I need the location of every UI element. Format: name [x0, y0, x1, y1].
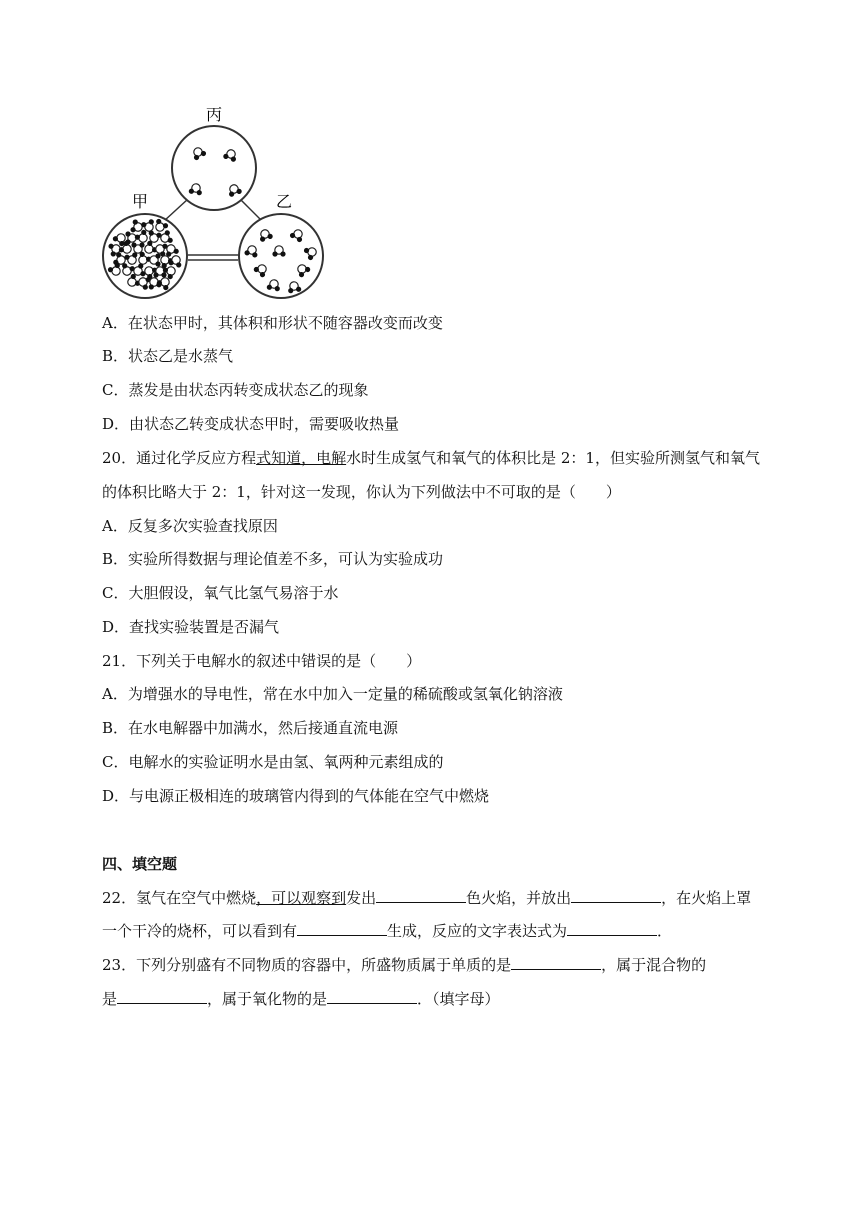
q23-text: ．（填字母） [417, 990, 500, 1008]
q22-line1 [102, 888, 751, 908]
q23-line1 [102, 955, 706, 975]
q23-text: ，属于混合物的 [601, 956, 707, 974]
q20-stem-underlined: 式知道，电解 [256, 449, 347, 467]
q22-text: 一个干冷的烧杯，可以看到有 [102, 922, 298, 940]
fill-blank[interactable] [511, 955, 601, 970]
fill-blank[interactable] [571, 888, 661, 903]
q19-option-a: A．在状态甲时，其体积和形状不随容器改变而改变 [102, 314, 443, 332]
q19-option-b: B．状态乙是水蒸气 [102, 347, 234, 365]
q22-text: 色火焰，并放出 [466, 889, 572, 907]
q23-text: ，属于氧化物的是 [207, 990, 328, 1008]
section-heading: 四、填空题 [102, 855, 178, 873]
state-bing-circle [172, 126, 256, 210]
q19-option-d: D．由状态乙转变成状态甲时，需要吸收热量 [102, 415, 400, 433]
q22-text: ，在火焰上罩 [661, 889, 752, 907]
q19-option-c: C．蒸发是由状态丙转变成状态乙的现象 [102, 381, 369, 399]
q20-option-d: D．查找实验装置是否漏气 [102, 618, 280, 636]
q20-option-a: A．反复多次实验查找原因 [102, 517, 278, 535]
q23-text: 23．下列分别盛有不同物质的容器中，所盛物质属于单质的是 [102, 956, 512, 974]
q20-option-b: B．实验所得数据与理论值差不多，可认为实验成功 [102, 550, 444, 568]
q21-option-c: C．电解水的实验证明水是由氢、氧两种元素组成的 [102, 753, 444, 771]
connector-line [164, 199, 188, 221]
q22-text: 生成，反应的文字表达式为 [387, 922, 568, 940]
q22-text: ． [657, 922, 673, 940]
fill-blank[interactable] [297, 921, 387, 936]
fill-blank[interactable] [376, 888, 466, 903]
q22-line2 [102, 921, 672, 941]
connector-line [240, 199, 262, 221]
q20-stem-part: 水时生成氢气和氧气的体积比是 2：1，但实验所测氢气和氧气 [346, 449, 760, 467]
fill-blank[interactable] [117, 989, 207, 1004]
fill-blank[interactable] [567, 921, 657, 936]
q23-line2 [102, 989, 500, 1009]
q21-option-b: B．在水电解器中加满水，然后接通直流电源 [102, 719, 399, 737]
q20-stem-line1 [102, 448, 760, 468]
label-bing: 丙 [206, 105, 223, 124]
label-yi: 乙 [276, 192, 293, 211]
q20-stem-part: 20．通过化学反应方程 [102, 449, 257, 467]
label-jia: 甲 [132, 192, 149, 211]
q21-stem: 21．下列关于电解水的叙述中错误的是（ ） [102, 652, 422, 670]
q20-stem-line2: 的体积比略大于 2：1，针对这一发现，你认为下列做法中不可取的是（ ） [102, 483, 621, 501]
q20-option-c: C．大胆假设，氧气比氢气易溶于水 [102, 584, 339, 602]
q22-text: 发出 [346, 889, 377, 907]
q23-text: 是 [102, 990, 118, 1008]
water-states-figure [102, 104, 332, 300]
q21-option-d: D．与电源正极相连的玻璃管内得到的气体能在空气中燃烧 [102, 787, 490, 805]
q22-underlined: ，可以观察到 [256, 889, 347, 907]
q22-text: 22．氢气在空气中燃烧 [102, 889, 257, 907]
q21-option-a: A．为增强水的导电性，常在水中加入一定量的稀硫酸或氢氧化钠溶液 [102, 685, 563, 703]
fill-blank[interactable] [327, 989, 417, 1004]
